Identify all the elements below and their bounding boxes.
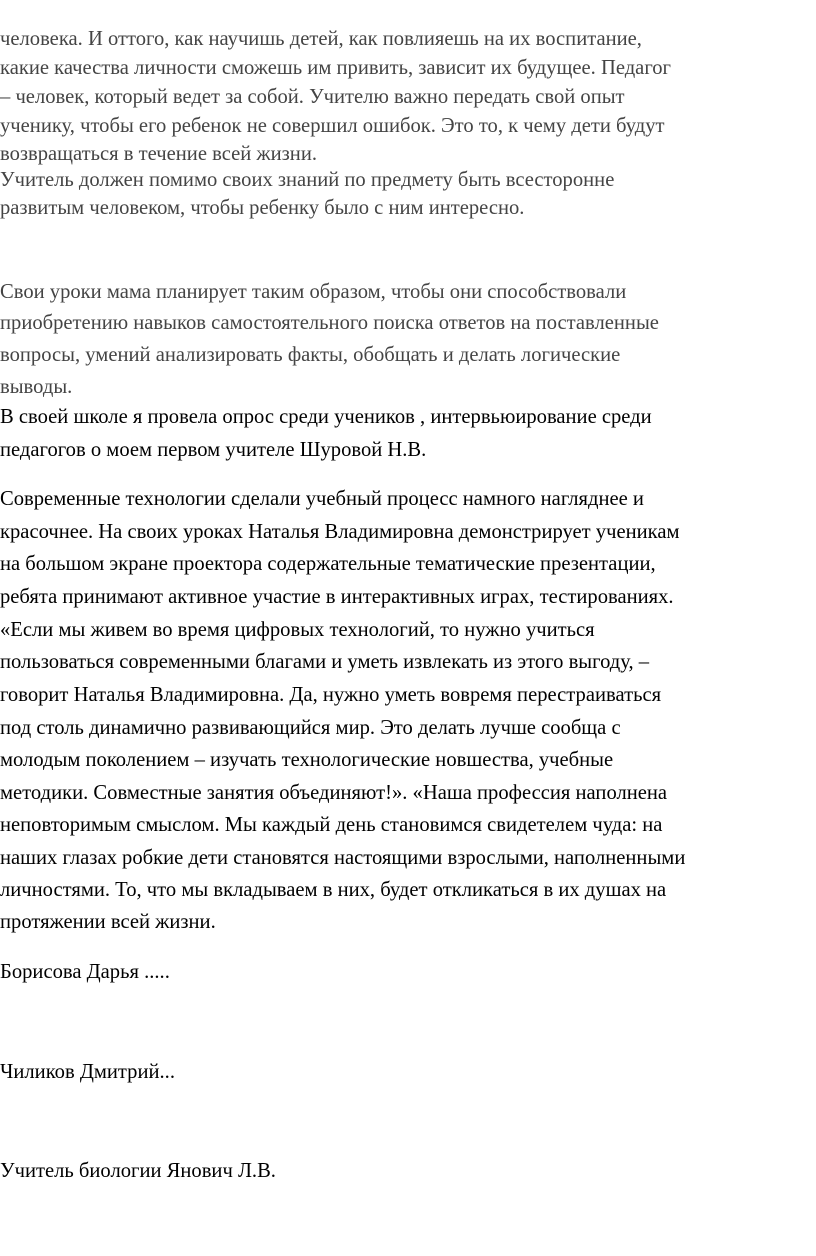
text-line: педагогов о моем первом учителе Шуровой Н.В. (0, 439, 427, 461)
text-line: человека. И оттого, как научишь детей, как повлияешь на их воспитание, (0, 28, 642, 50)
text-line: на большом экране проектора содержательные тематические презентации, (0, 553, 656, 575)
text-line: выводы. (0, 376, 73, 398)
text-line: Учитель должен помимо своих знаний по предмету быть всесторонне (0, 169, 615, 191)
text-line: возвращаться в течение всей жизни. (0, 143, 318, 165)
text-line: какие качества личности сможешь им привить, зависит их будущее. Педагог (0, 57, 672, 79)
text-line: неповторимым смыслом. Мы каждый день становимся свидетелем чуда: на (0, 814, 663, 836)
text-line: вопросы, умений анализировать факты, обобщать и делать логические (0, 344, 621, 366)
text-line: развитым человеком, чтобы ребенку было с ним интересно. (0, 197, 525, 219)
text-line: пользоваться современными благами и уметь извлекать из этого выгоду, – (0, 651, 650, 673)
text-line: Современные технологии сделали учебный процесс намного нагляднее и (0, 488, 644, 510)
text-line: говорит Наталья Владимировна. Да, нужно уметь вовремя перестраиваться (0, 684, 662, 706)
signature-chilikov: Чиликов Дмитрий... (0, 1061, 175, 1083)
text-line: ученику, чтобы его ребенок не совершил ошибок. Это то, к чему дети будут (0, 115, 665, 137)
text-line: ребята принимают активное участие в интерактивных играх, тестированиях. (0, 586, 674, 608)
text-line: протяжении всей жизни. (0, 911, 216, 933)
text-line: наших глазах робкие дети становятся настоящими взрослыми, наполненными (0, 847, 686, 869)
text-line: под столь динамично развивающийся мир. Это делать лучше сообща с (0, 717, 621, 739)
text-line: красочнее. На своих уроках Наталья Владимировна демонстрирует ученикам (0, 521, 680, 543)
signature-borisova: Борисова Дарья ..... (0, 961, 170, 983)
text-line: «Если мы живем во время цифровых технологий, то нужно учиться (0, 619, 595, 641)
signature-yanovich: Учитель биологии Янович Л.В. (0, 1160, 276, 1182)
text-line: В своей школе я провела опрос среди учеников , интервьюирование среди (0, 406, 652, 428)
text-line: приобретению навыков самостоятельного поиска ответов на поставленные (0, 312, 659, 334)
text-line: методики. Совместные занятия объединяют!». «Наша профессия наполнена (0, 782, 668, 804)
text-line: – человек, который ведет за собой. Учителю важно передать свой опыт (0, 86, 625, 108)
text-line: личностями. То, что мы вкладываем в них, будет откликаться в их душах на (0, 879, 667, 901)
text-line: молодым поколением – изучать технологические новшества, учебные (0, 749, 614, 771)
text-line: Свои уроки мама планирует таким образом, чтобы они способствовали (0, 281, 627, 303)
